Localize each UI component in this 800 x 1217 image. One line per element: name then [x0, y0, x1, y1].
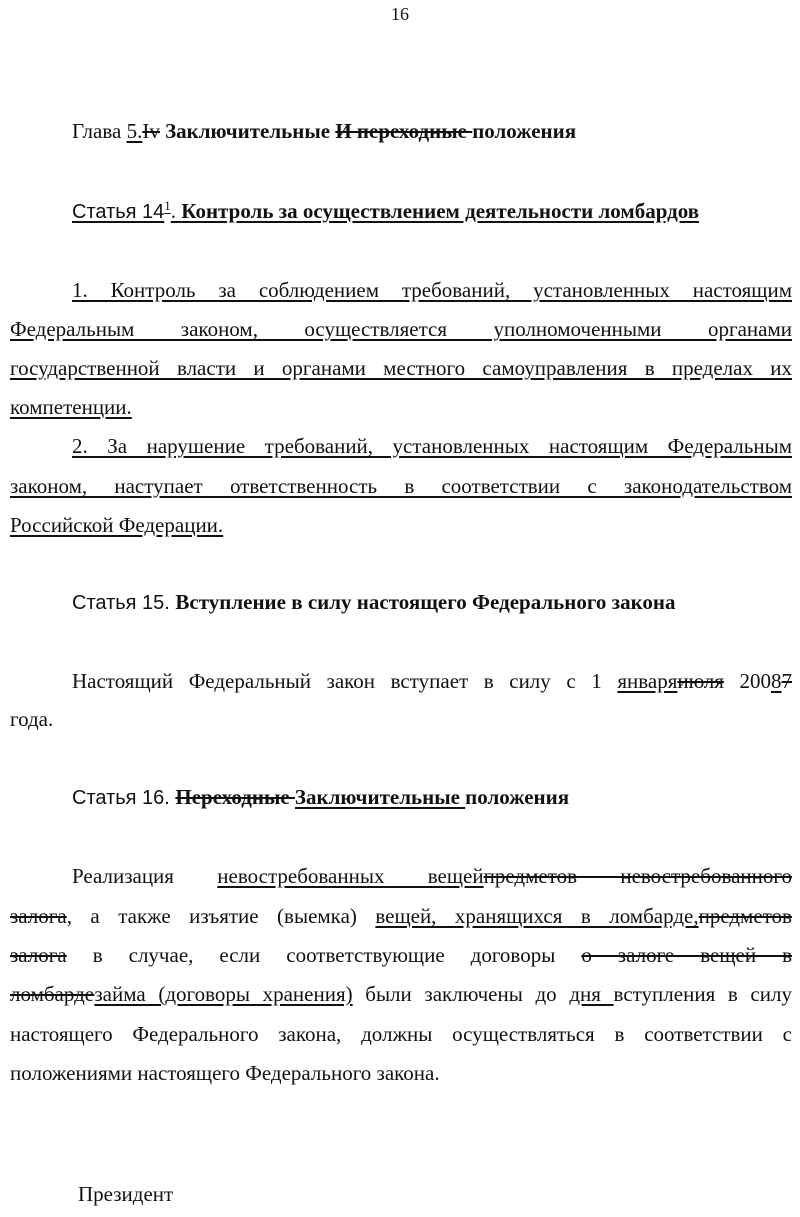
article-16-line-3: залога в случае, если соответствующие договоры о залоге вещей в [10, 943, 793, 967]
article-14-p1-line-1: 1. Контроль за соблюдением требований, установленных настоящим [72, 278, 792, 302]
article-16-line-4: ломбардезайма (договоры хранения) были заключены до дня вступления в силу [10, 982, 792, 1006]
article-16-heading: Статья 16. Переходные Заключительные положения [72, 785, 570, 809]
signature-title: Президент [78, 1182, 174, 1206]
article-14-p2-line-2: законом, наступает ответственность в соответствии с законодательством [10, 474, 792, 498]
article-14-p1-line-4: компетенции. [10, 395, 132, 419]
article-14-p1-line-2: Федеральным законом, осуществляется уполномоченными органами [10, 317, 792, 341]
article-16-line-1: Реализация невостребованных вещейпредметов невостребованного [72, 864, 792, 888]
article-15-line-1: Настоящий Федеральный закон вступает в силу с 1 январяиюля 20087 [72, 669, 792, 693]
article-15-line-2: года. [10, 707, 54, 731]
article-16-line-5: настоящего Федерального закона, должны осуществляться в соответствии с [10, 1022, 792, 1046]
article-16-line-2: залога, а также изъятие (выемка) вещей, хранящихся в ломбарде,предметов [10, 904, 792, 928]
page-number: 16 [391, 4, 409, 24]
article-16-line-6: положениями настоящего Федерального закона. [10, 1061, 440, 1085]
article-14-p1-line-3: государственной власти и органами местного самоуправления в пределах их [10, 356, 792, 380]
article-14-p2-line-1: 2. За нарушение требований, установленных настоящим Федеральным [72, 434, 792, 458]
article-14-p2-line-3: Российской Федерации. [10, 513, 224, 537]
article-15-heading: Статья 15. Вступление в силу настоящего Федерального закона [72, 590, 676, 614]
chapter-heading: Глава 5.Iv Заключительные И переходные положения [72, 119, 577, 143]
article-14-heading: Статья $14^1$. Контроль за осуществлением деятельности ломбардов [72, 198, 700, 223]
